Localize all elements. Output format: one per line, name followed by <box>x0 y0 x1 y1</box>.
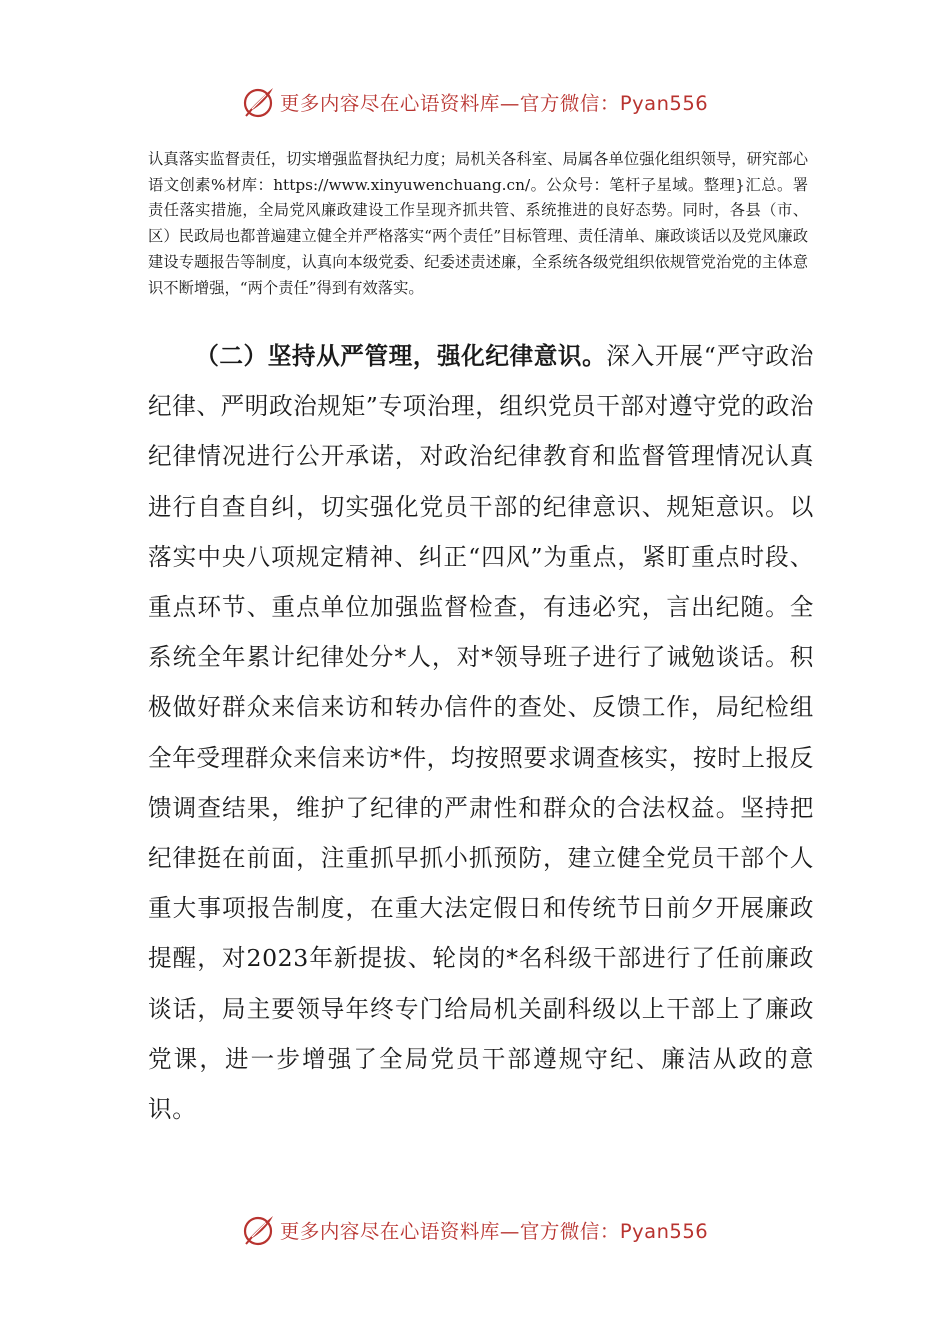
footer-banner <box>0 1210 950 1250</box>
quill-logo-icon <box>242 1213 276 1247</box>
header-banner <box>0 82 950 122</box>
section-two-paragraph <box>148 331 814 1134</box>
footer-banner-text: 更多内容尽在心语资料库—官方微信：Pyan556 <box>279 1220 709 1243</box>
intro-paragraph: 认真落实监督责任，切实增强监督执纪力度；局机关各科室、局属各单位强化组织领导，研究部心语文创素%材库：https://www.xinyuwenchuang.cn/。公众号：笔杆子星域。整理}汇总。署责任落实措施，全局党风廉政建设工作呈现齐抓共管、系统推进的良好态势。同时，各县（市、区）民政局也都普遍建立健全并严格落实“两个责任”目标管理、责任清单、廉政谈话以及党风廉政建设专题报告等制度，认真向本级党委、纪委述责述廉，全系统各级党组织依规管党治党的主体意识不断增强，“两个责任”得到有效落实。 <box>148 150 808 297</box>
section-two-heading: （二）坚持从严管理，强化纪律意识。 <box>195 342 607 370</box>
section-two-body: 深入开展“严守政治纪律、严明政治规矩”专项治理，组织党员干部对遵守党的政治纪律情况进行公开承诺，对政治纪律教育和监督管理情况认真进行自查自纠，切实强化党员干部的纪律意识、规矩意识。以落实中央八项规定精神、纠正“四风”为重点，紧盯重点时段、重点环节、重点单位加强监督检查，有违必究，言出纪随。全系统全年累计纪律处分*人，对*领导班子进行了诫勉谈话。积极做好群众来信来访和转办信件的查处、反馈工作，局纪检组全年受理群众来信来访*件，均按照要求调查核实，按时上报反馈调查结果，维护了纪律的严肃性和群众的合法权益。坚持把纪律挺在前面，注重抓早抓小抓预防，建立健全党员干部个人重大事项报告制度，在重大法定假日和传统节日前夕开展廉政提醒，对2023年新提拔、轮岗的*名科级干部进行了任前廉政谈话，局主要领导年终专门给局机关副科级以上干部上了廉政党课，进一步增强了全局党员干部遵规守纪、廉洁从政的意识。 <box>148 342 814 1124</box>
quill-logo-icon <box>242 85 276 119</box>
header-banner-text: 更多内容尽在心语资料库—官方微信：Pyan556 <box>279 92 709 115</box>
